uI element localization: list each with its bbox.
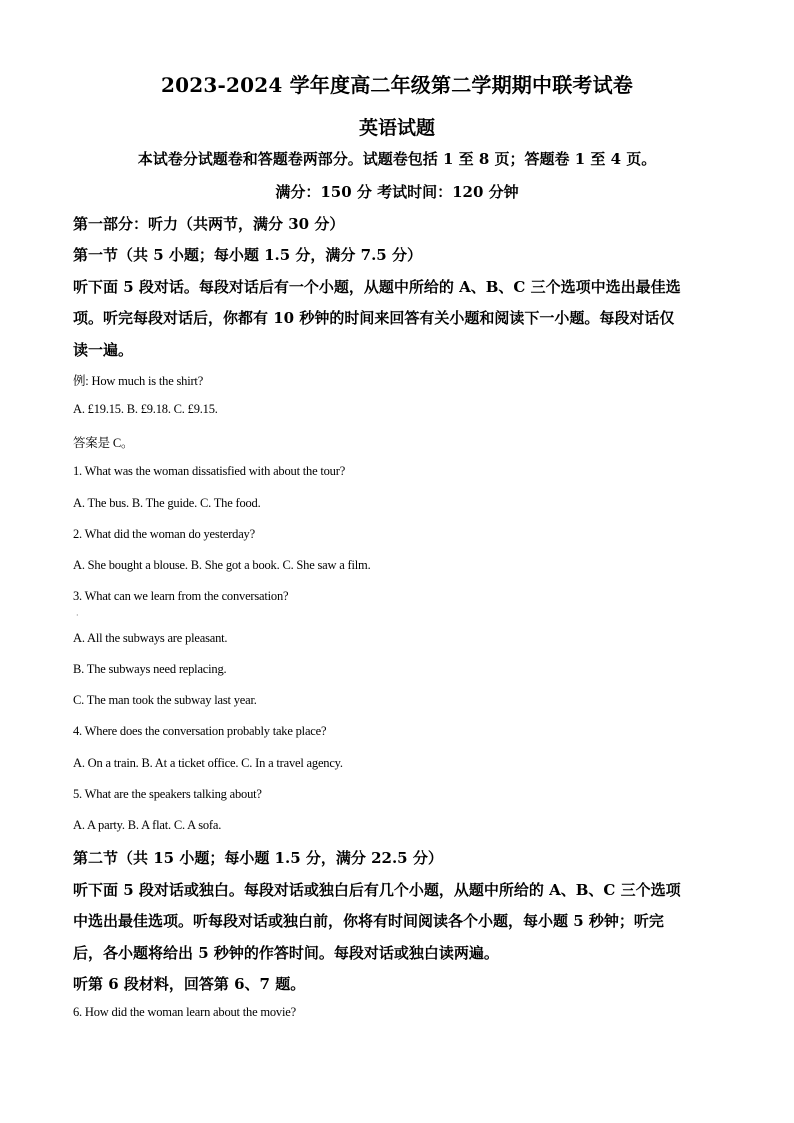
exam-info-score-time: 满分：150 分 考试时间：120 分钟: [275, 183, 519, 201]
question-text: 5. What are the speakers talking about?: [73, 787, 262, 801]
question-text: 2. What did the woman do yesterday?: [73, 527, 255, 541]
example-options: A. £19.15. B. £9.18. C. £9.15.: [73, 402, 218, 416]
exam-subtitle: 英语试题: [358, 117, 435, 139]
material-6-heading: 听第 6 段材料，回答第 6、7 题。: [73, 975, 306, 993]
question-options: A. The bus. B. The guide. C. The food.: [73, 496, 261, 510]
section2-heading: 第二节（共 15 小题；每小题 1.5 分，满分 22.5 分）: [73, 849, 443, 867]
exam-info-pages: 本试卷分试题卷和答题卷两部分。试题卷包括 1 至 8 页；答题卷 1 至 4 页。: [137, 150, 657, 168]
section1-instruction-line: 读一遍。: [73, 341, 134, 359]
question-text: 4. Where does the conversation probably take place?: [73, 724, 327, 738]
question-option: A. All the subways are pleasant.: [73, 631, 228, 645]
section1-instruction-line: 项。听完每段对话后，你都有 10 秒钟的时间来回答有关小题和阅读下一小题。每段对话仅: [73, 309, 675, 327]
question-text: 1. What was the woman dissatisfied with about the tour?: [73, 464, 346, 478]
section1-heading: 第一节（共 5 小题；每小题 1.5 分，满分 7.5 分）: [73, 246, 422, 264]
example-question: 例: How much is the shirt?: [73, 374, 204, 388]
section1-instruction-line: 听下面 5 段对话。每段对话后有一个小题，从题中所给的 A、B、C 三个选项中选出最佳选: [73, 278, 681, 296]
part1-heading: 第一部分：听力（共两节，满分 30 分）: [73, 215, 345, 233]
question-options: A. She bought a blouse. B. She got a book. C. She saw a film.: [73, 558, 371, 572]
question-options: A. On a train. B. At a ticket office. C. In a travel agency.: [73, 756, 343, 770]
question-text: 3. What can we learn from the conversation?: [73, 589, 289, 603]
question-text: 6. How did the woman learn about the movie?: [73, 1005, 296, 1019]
question-options: A. A party. B. A flat. C. A sofa.: [73, 818, 222, 832]
stray-mark: ·: [76, 611, 79, 620]
section2-instruction-line: 听下面 5 段对话或独白。每段对话或独白后有几个小题，从题中所给的 A、B、C 三个选项: [73, 881, 681, 899]
example-answer: 答案是 C。: [73, 436, 134, 450]
exam-title: 2023-2024 学年度高二年级第二学期期中联考试卷: [161, 73, 633, 97]
section2-instruction-line: 后，各小题将给出 5 秒钟的作答时间。每段对话或独白读两遍。: [73, 944, 499, 962]
question-option: C. The man took the subway last year.: [73, 693, 257, 707]
section2-instruction-line: 中选出最佳选项。听每段对话或独白前，你将有时间阅读各个小题，每小题 5 秒钟；听完: [73, 912, 664, 930]
question-option: B. The subways need replacing.: [73, 662, 227, 676]
